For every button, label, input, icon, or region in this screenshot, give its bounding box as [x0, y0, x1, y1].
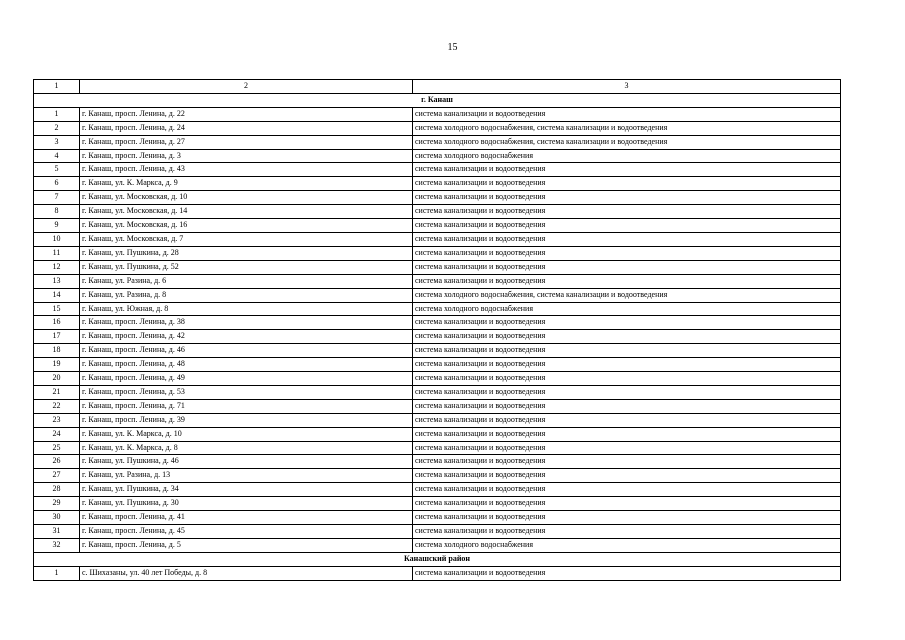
row-address: г. Канаш, ул. Московская, д. 14: [80, 205, 413, 219]
row-system: система канализации и водоотведения: [413, 358, 841, 372]
table-row: [34, 358, 841, 372]
row-number: 10: [34, 232, 80, 246]
row-system: система канализации и водоотведения: [413, 232, 841, 246]
row-number: 5: [34, 163, 80, 177]
row-system: система канализации и водоотведения: [413, 107, 841, 121]
row-number: 13: [34, 274, 80, 288]
table-row: [34, 288, 841, 302]
row-address: г. Канаш, просп. Ленина, д. 43: [80, 163, 413, 177]
row-number: 1: [34, 566, 80, 580]
table-row: [34, 260, 841, 274]
row-address: г. Канаш, ул. Пушкина, д. 46: [80, 455, 413, 469]
table-row: [34, 525, 841, 539]
table-row: [34, 232, 841, 246]
row-address: г. Канаш, просп. Ленина, д. 38: [80, 316, 413, 330]
row-address: г. Канаш, просп. Ленина, д. 41: [80, 511, 413, 525]
table-row: [34, 163, 841, 177]
row-system: система канализации и водоотведения: [413, 274, 841, 288]
row-number: 12: [34, 260, 80, 274]
table-row: [34, 372, 841, 386]
row-address: г. Канаш, ул. Московская, д. 7: [80, 232, 413, 246]
row-system: система канализации и водоотведения: [413, 483, 841, 497]
row-system: система канализации и водоотведения: [413, 177, 841, 191]
row-number: 9: [34, 219, 80, 233]
table-row: [34, 497, 841, 511]
column-header-1: 1: [34, 80, 80, 94]
row-system: система канализации и водоотведения: [413, 427, 841, 441]
table-row: [34, 469, 841, 483]
row-system: система канализации и водоотведения: [413, 399, 841, 413]
row-address: г. Канаш, ул. Пушкина, д. 52: [80, 260, 413, 274]
row-address: г. Канаш, ул. Разина, д. 8: [80, 288, 413, 302]
row-number: 8: [34, 205, 80, 219]
row-address: г. Канаш, просп. Ленина, д. 27: [80, 135, 413, 149]
row-system: система канализации и водоотведения: [413, 455, 841, 469]
page-number: 15: [447, 42, 458, 53]
row-system: система канализации и водоотведения: [413, 525, 841, 539]
row-number: 22: [34, 399, 80, 413]
row-system: система холодного водоснабжения, система канализации и водоотведения: [413, 121, 841, 135]
table-row: [34, 177, 841, 191]
row-number: 1: [34, 107, 80, 121]
row-system: система канализации и водоотведения: [413, 469, 841, 483]
row-system: система канализации и водоотведения: [413, 497, 841, 511]
row-system: система канализации и водоотведения: [413, 372, 841, 386]
row-system: система холодного водоснабжения: [413, 149, 841, 163]
row-address: г. Канаш, ул. К. Маркса, д. 9: [80, 177, 413, 191]
row-number: 2: [34, 121, 80, 135]
row-system: система холодного водоснабжения: [413, 302, 841, 316]
table-row: [34, 441, 841, 455]
table-row: [34, 330, 841, 344]
row-address: г. Канаш, просп. Ленина, д. 48: [80, 358, 413, 372]
row-number: 30: [34, 511, 80, 525]
row-number: 3: [34, 135, 80, 149]
row-system: система канализации и водоотведения: [413, 163, 841, 177]
row-address: г. Канаш, просп. Ленина, д. 49: [80, 372, 413, 386]
row-address: г. Канаш, просп. Ленина, д. 46: [80, 344, 413, 358]
row-address: г. Канаш, просп. Ленина, д. 5: [80, 538, 413, 552]
row-system: система канализации и водоотведения: [413, 385, 841, 399]
row-address: г. Канаш, ул. Разина, д. 6: [80, 274, 413, 288]
row-number: 20: [34, 372, 80, 386]
objects-table: [33, 79, 841, 581]
table-row: [34, 566, 841, 580]
table-row: [34, 413, 841, 427]
table-row: [34, 399, 841, 413]
table-row: [34, 219, 841, 233]
row-address: г. Канаш, просп. Ленина, д. 3: [80, 149, 413, 163]
row-system: система канализации и водоотведения: [413, 330, 841, 344]
section-title: г. Канаш: [34, 93, 841, 107]
row-number: 32: [34, 538, 80, 552]
row-address: г. Канаш, просп. Ленина, д. 45: [80, 525, 413, 539]
row-number: 16: [34, 316, 80, 330]
row-number: 14: [34, 288, 80, 302]
row-address: г. Канаш, ул. Пушкина, д. 30: [80, 497, 413, 511]
row-address: г. Канаш, просп. Ленина, д. 24: [80, 121, 413, 135]
section-header-row: [34, 93, 841, 107]
row-system: система канализации и водоотведения: [413, 205, 841, 219]
table-row: [34, 121, 841, 135]
row-number: 7: [34, 191, 80, 205]
row-system: система канализации и водоотведения: [413, 260, 841, 274]
row-system: система канализации и водоотведения: [413, 413, 841, 427]
table-row: [34, 511, 841, 525]
table-row: [34, 135, 841, 149]
row-number: 25: [34, 441, 80, 455]
table-row: [34, 538, 841, 552]
row-number: 23: [34, 413, 80, 427]
row-system: система канализации и водоотведения: [413, 219, 841, 233]
table-row: [34, 149, 841, 163]
row-number: 17: [34, 330, 80, 344]
row-address: г. Канаш, просп. Ленина, д. 42: [80, 330, 413, 344]
row-number: 28: [34, 483, 80, 497]
column-number-row: [34, 80, 841, 94]
row-address: г. Канаш, просп. Ленина, д. 71: [80, 399, 413, 413]
row-address: г. Канаш, ул. К. Маркса, д. 8: [80, 441, 413, 455]
section-header-row: [34, 552, 841, 566]
row-number: 29: [34, 497, 80, 511]
row-system: система канализации и водоотведения: [413, 191, 841, 205]
table-row: [34, 385, 841, 399]
table-row: [34, 191, 841, 205]
row-number: 31: [34, 525, 80, 539]
row-system: система холодного водоснабжения, система канализации и водоотведения: [413, 135, 841, 149]
row-number: 26: [34, 455, 80, 469]
table-row: [34, 455, 841, 469]
table-row: [34, 205, 841, 219]
row-address: г. Канаш, ул. Южная, д. 8: [80, 302, 413, 316]
row-address: г. Канаш, просп. Ленина, д. 53: [80, 385, 413, 399]
objects-table-body: [34, 80, 841, 581]
row-system: система канализации и водоотведения: [413, 441, 841, 455]
row-number: 6: [34, 177, 80, 191]
row-system: система холодного водоснабжения: [413, 538, 841, 552]
row-address: г. Канаш, ул. Пушкина, д. 34: [80, 483, 413, 497]
row-number: 4: [34, 149, 80, 163]
column-header-2: 2: [80, 80, 413, 94]
table-row: [34, 302, 841, 316]
row-system: система холодного водоснабжения, система канализации и водоотведения: [413, 288, 841, 302]
table-row: [34, 246, 841, 260]
row-system: система канализации и водоотведения: [413, 511, 841, 525]
row-number: 18: [34, 344, 80, 358]
row-number: 15: [34, 302, 80, 316]
table-row: [34, 427, 841, 441]
table-row: [34, 344, 841, 358]
table-row: [34, 316, 841, 330]
row-system: система канализации и водоотведения: [413, 344, 841, 358]
row-number: 24: [34, 427, 80, 441]
row-address: г. Канаш, ул. Разина, д. 13: [80, 469, 413, 483]
row-address: г. Канаш, ул. К. Маркса, д. 10: [80, 427, 413, 441]
row-system: система канализации и водоотведения: [413, 566, 841, 580]
table-row: [34, 483, 841, 497]
row-address: г. Канаш, ул. Пушкина, д. 28: [80, 246, 413, 260]
row-number: 27: [34, 469, 80, 483]
row-address: г. Канаш, ул. Московская, д. 16: [80, 219, 413, 233]
row-address: с. Шихазаны, ул. 40 лет Победы, д. 8: [80, 566, 413, 580]
table-row: [34, 107, 841, 121]
row-number: 11: [34, 246, 80, 260]
row-system: система канализации и водоотведения: [413, 246, 841, 260]
column-header-3: 3: [413, 80, 841, 94]
row-address: г. Канаш, просп. Ленина, д. 22: [80, 107, 413, 121]
table-row: [34, 274, 841, 288]
row-number: 21: [34, 385, 80, 399]
row-address: г. Канаш, просп. Ленина, д. 39: [80, 413, 413, 427]
row-address: г. Канаш, ул. Московская, д. 10: [80, 191, 413, 205]
section-title: Канашский район: [34, 552, 841, 566]
row-system: система канализации и водоотведения: [413, 316, 841, 330]
row-number: 19: [34, 358, 80, 372]
